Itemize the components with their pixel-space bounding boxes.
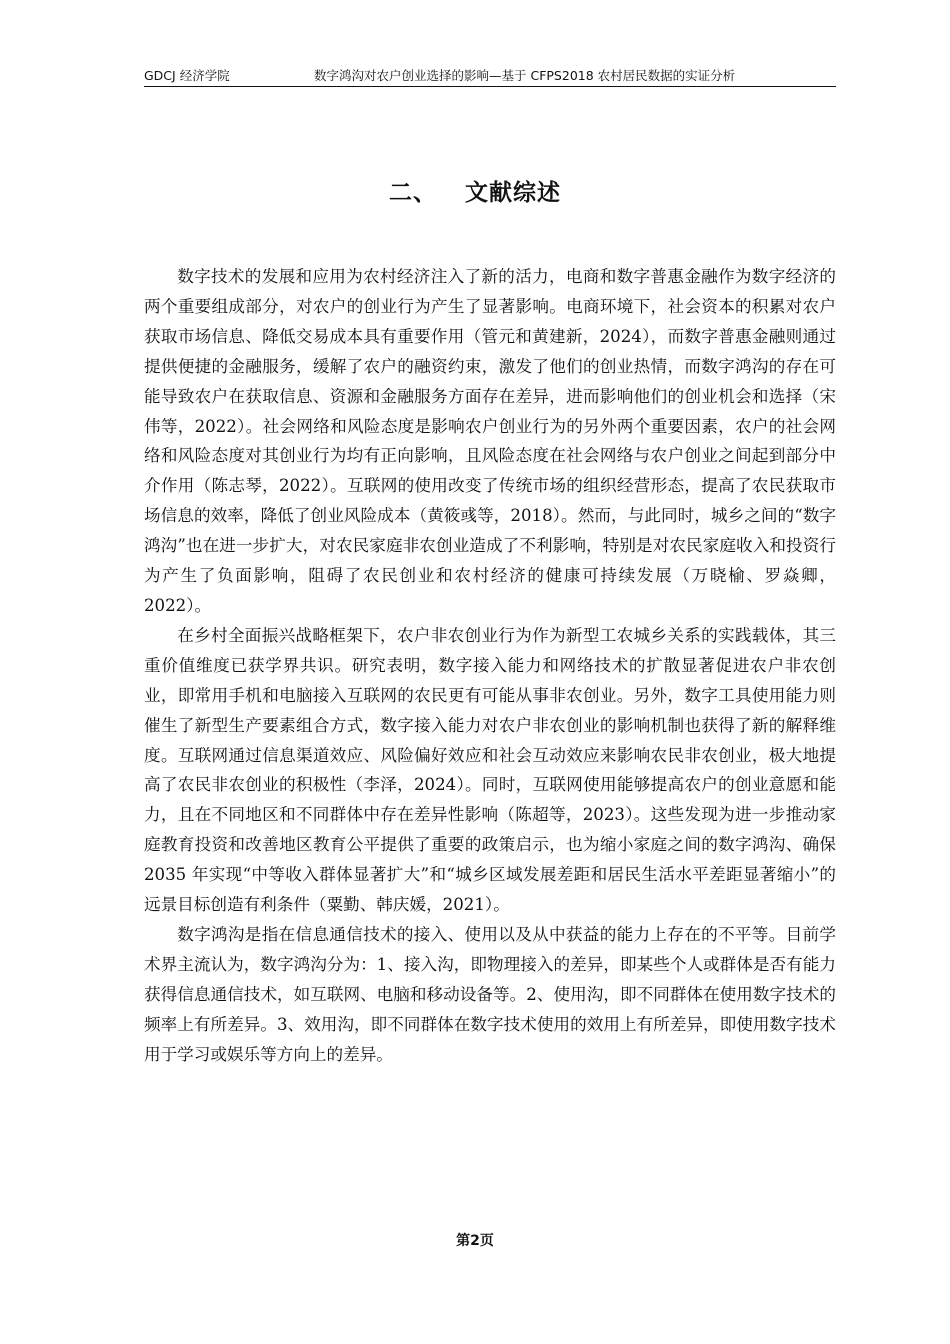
page-number: 第2页 bbox=[456, 1233, 494, 1249]
body-text bbox=[144, 262, 836, 1069]
header-title: 数字鸿沟对农户创业选择的影响—基于 CFPS2018 农村居民数据的实证分析 bbox=[314, 68, 736, 83]
section-title: 文献综述 bbox=[465, 180, 561, 206]
paragraph: 在乡村全面振兴战略框架下，农户非农创业行为作为新型工农城乡关系的实践载体，其三重价值维度已获学界共识。研究表明，数字接入能力和网络技术的扩散显著促进农户非农创业，即常用手机和电脑接入互联网的农民更有可能从事非农创业。另外，数字工具使用能力则催生了新型生产要素组合方式，数字接入能力对农户非农创业的影响机制也获得了新的解释维度。互联网通过信息渠道效应、风险偏好效应和社会互动效应来影响农民非农创业，极大地提高了农民非农创业的积极性（李泽，2024）。同时，互联网使用能够提高农户的创业意愿和能力，且在不同地区和不同群体中存在差异性影响（陈超等，2023）。这些发现为进一步推动家庭教育投资和改善地区教育公平提供了重要的政策启示，也为缩小家庭之间的数字鸿沟、确保 2035 年实现“中等收入群体显著扩大”和“城乡区域发展差距和居民生活水平差距显著缩小”的远景目标创造有利条件（粟勤、韩庆媛，2021）。 bbox=[144, 625, 836, 915]
paragraph: 数字鸿沟是指在信息通信技术的接入、使用以及从中获益的能力上存在的不平等。目前学术界主流认为，数字鸿沟分为：1、接入沟，即物理接入的差异，即某些个人或群体是否有能力获得信息通信技术，如互联网、电脑和移动设备等。2、使用沟，即不同群体在使用数字技术的频率上有所差异。3、效用沟，即不同群体在数字技术使用的效用上有所差异，即使用数字技术用于学习或娱乐等方向上的差异。 bbox=[144, 924, 836, 1064]
section-heading bbox=[0, 174, 950, 207]
paragraph: 数字技术的发展和应用为农村经济注入了新的活力，电商和数字普惠金融作为数字经济的两个重要组成部分，对农户的创业行为产生了显著影响。电商环境下，社会资本的积累对农户获取市场信息、降低交易成本具有重要作用（管元和黄建新，2024），而数字普惠金融则通过提供便捷的金融服务，缓解了农户的融资约束，激发了他们的创业热情，而数字鸿沟的存在可能导致农户在获取信息、资源和金融服务方面存在差异，进而影响他们的创业机会和选择（宋伟等，2022）。社会网络和风险态度是影响农户创业行为的另外两个重要因素，农户的社会网络和风险态度对其创业行为均有正向影响，且风险态度在社会网络与农户创业之间起到部分中介作用（陈志琴，2022）。互联网的使用改变了传统市场的组织经营形态，提高了农民获取市场信息的效率，降低了创业风险成本（黄筱彧等，2018）。然而，与此同时，城乡之间的“数字鸿沟”也在进一步扩大，对农民家庭非农创业造成了不利影响，特别是对农民家庭收入和投资行为产生了负面影响，阻碍了农民创业和农村经济的健康可持续发展（万晓榆、罗焱卿，2022）。 bbox=[144, 267, 836, 615]
section-number: 二、 bbox=[389, 180, 437, 206]
header-school: GDCJ 经济学院 bbox=[144, 68, 230, 83]
running-header bbox=[144, 68, 836, 87]
